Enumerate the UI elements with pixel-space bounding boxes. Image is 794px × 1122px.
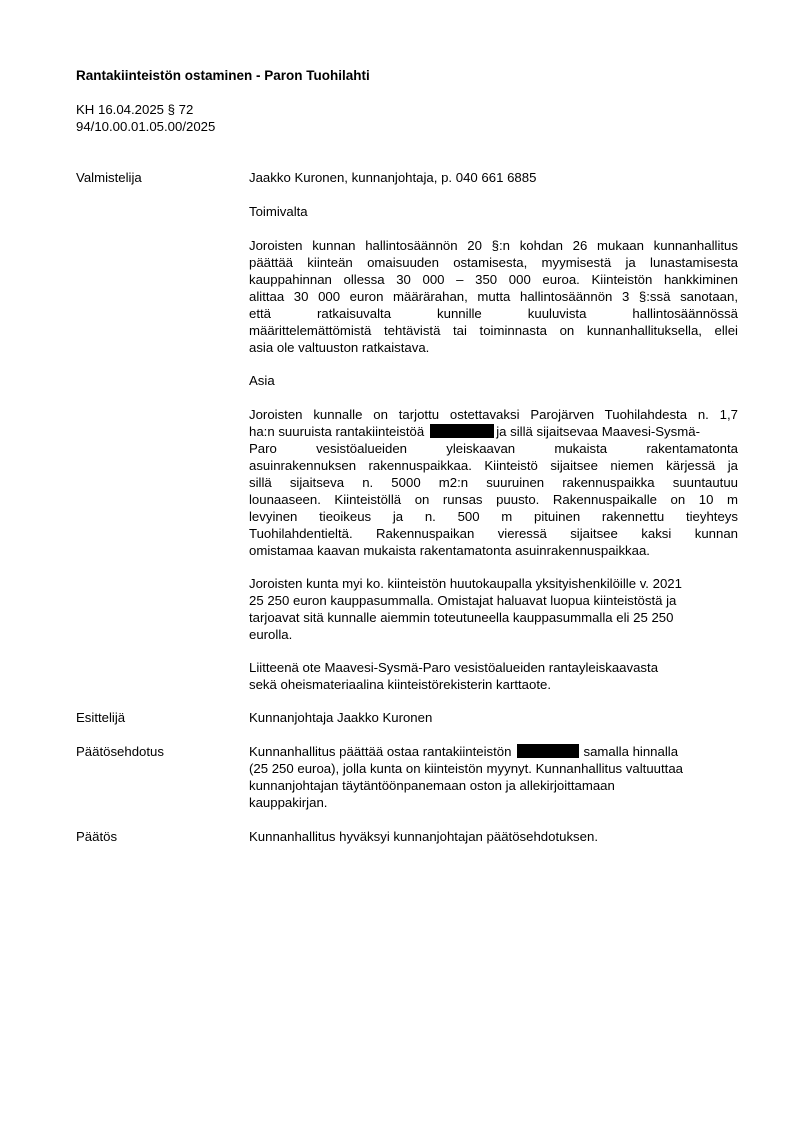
matter-line: Tuohilahdentieltä. Rakennuspaikan vieressä sijaitsee kaksi kunnan (249, 526, 738, 541)
matter-paragraph-1 (249, 406, 738, 559)
matter-line: levyinen tieoikeus ja n. 500 m pituinen rakennettu tieyhteys (249, 509, 738, 524)
matter-line: Joroisten kunnalle on tarjottu ostettavaksi Parojärven Tuohilahdesta n. 1,7 (249, 407, 738, 422)
meeting-reference: KH 16.04.2025 § 72 (76, 102, 194, 117)
proposal-line: kauppakirjan. (249, 795, 328, 810)
matter-paragraph-2 (249, 575, 738, 643)
proposal-line: (25 250 euroa), jolla kunta on kiinteistön myynyt. Kunnanhallitus valtuuttaa (249, 761, 683, 776)
matter-line: eurolla. (249, 627, 293, 642)
matter-line-end: ja sillä sijaitsevaa Maavesi-Sysmä- (496, 424, 700, 439)
proposal-label: Päätösehdotus (76, 744, 164, 759)
authority-line: määrittelemättömistä tehtävistä tai toiminnasta on kunnanhallituksella, ellei (249, 323, 738, 338)
authority-heading: Toimivalta (249, 204, 308, 219)
presenter-value: Kunnanjohtaja Jaakko Kuronen (249, 710, 433, 725)
matter-line: lounaaseen. Kiinteistöllä on runsas puusto. Rakennuspaikalle on 10 m (249, 492, 738, 507)
authority-line: Joroisten kunnan hallintosäännön 20 §:n kohdan 26 mukaan kunnanhallitus (249, 238, 738, 253)
authority-line: kauppahinnan ollessa 30 000 – 350 000 euroa. Kiinteistön hankkiminen (249, 272, 738, 287)
decision-label: Päätös (76, 829, 118, 844)
matter-line-with-redaction (249, 423, 738, 440)
proposal-line-end: samalla hinnalla (583, 744, 679, 759)
authority-line: asia ole valtuuston ratkaistava. (249, 340, 430, 355)
matter-line: omistamaa kaavan mukaista rakentamatonta asuinrakennuspaikkaa. (249, 543, 650, 558)
matter-line: Liitteenä ote Maavesi-Sysmä-Paro vesistöalueiden rantayleiskaavasta (249, 660, 659, 675)
matter-line: asuinrakennuksen rakennuspaikkaa. Kiinteistö sijaitsee niemen kärjessä ja (249, 458, 738, 473)
document-meta (76, 101, 215, 135)
matter-line-start: ha:n suuruista rantakiinteistöä (249, 424, 425, 439)
authority-line: että ratkaisuvalta kunnille kuuluvista hallintosäännössä (249, 306, 738, 321)
matter-heading: Asia (249, 373, 275, 388)
authority-paragraph (249, 237, 738, 356)
proposal-line-with-redaction (249, 743, 738, 760)
authority-line: alittaa 30 000 euron määrärahan, mutta hallintosäännön 3 §:ssä sanotaan, (249, 289, 738, 304)
authority-line: päättää kiinteän omaisuuden ostamisesta, myymisestä ja lunastamisesta (249, 255, 738, 270)
decision-value: Kunnanhallitus hyväksyi kunnanjohtajan päätösehdotuksen. (249, 829, 598, 844)
redaction-block (517, 744, 579, 758)
proposal-line-start: Kunnanhallitus päättää ostaa rantakiinteistön (249, 744, 512, 759)
preparer-label: Valmistelija (76, 170, 142, 185)
matter-line: Joroisten kunta myi ko. kiinteistön huutokaupalla yksityishenkilöille v. 2021 (249, 576, 682, 591)
preparer-value: Jaakko Kuronen, kunnanjohtaja, p. 040 661 6885 (249, 170, 537, 185)
matter-line: sekä oheismateriaalina kiinteistörekisterin karttaote. (249, 677, 551, 692)
redaction-block (430, 424, 494, 438)
matter-line: tarjoavat sitä kunnalle aiemmin toteutuneella kauppasummalla eli 25 250 (249, 610, 674, 625)
matter-line: sillä sijaitseva n. 5000 m2:n suuruinen rakennuspaikka suuntautuu (249, 475, 738, 490)
matter-paragraph-3 (249, 659, 738, 693)
matter-line: Paro vesistöalueiden yleiskaavan mukaista rakentamatonta (249, 441, 738, 456)
page-title: Rantakiinteistön ostaminen - Paron Tuohilahti (76, 68, 370, 83)
proposal-text (249, 743, 738, 811)
presenter-label: Esittelijä (76, 710, 126, 725)
record-number: 94/10.00.01.05.00/2025 (76, 119, 216, 134)
proposal-line: kunnanjohtajan täytäntöönpanemaan oston ja allekirjoittamaan (249, 778, 615, 793)
matter-line: 25 250 euron kauppasummalla. Omistajat haluavat luopua kiinteistöstä ja (249, 593, 677, 608)
